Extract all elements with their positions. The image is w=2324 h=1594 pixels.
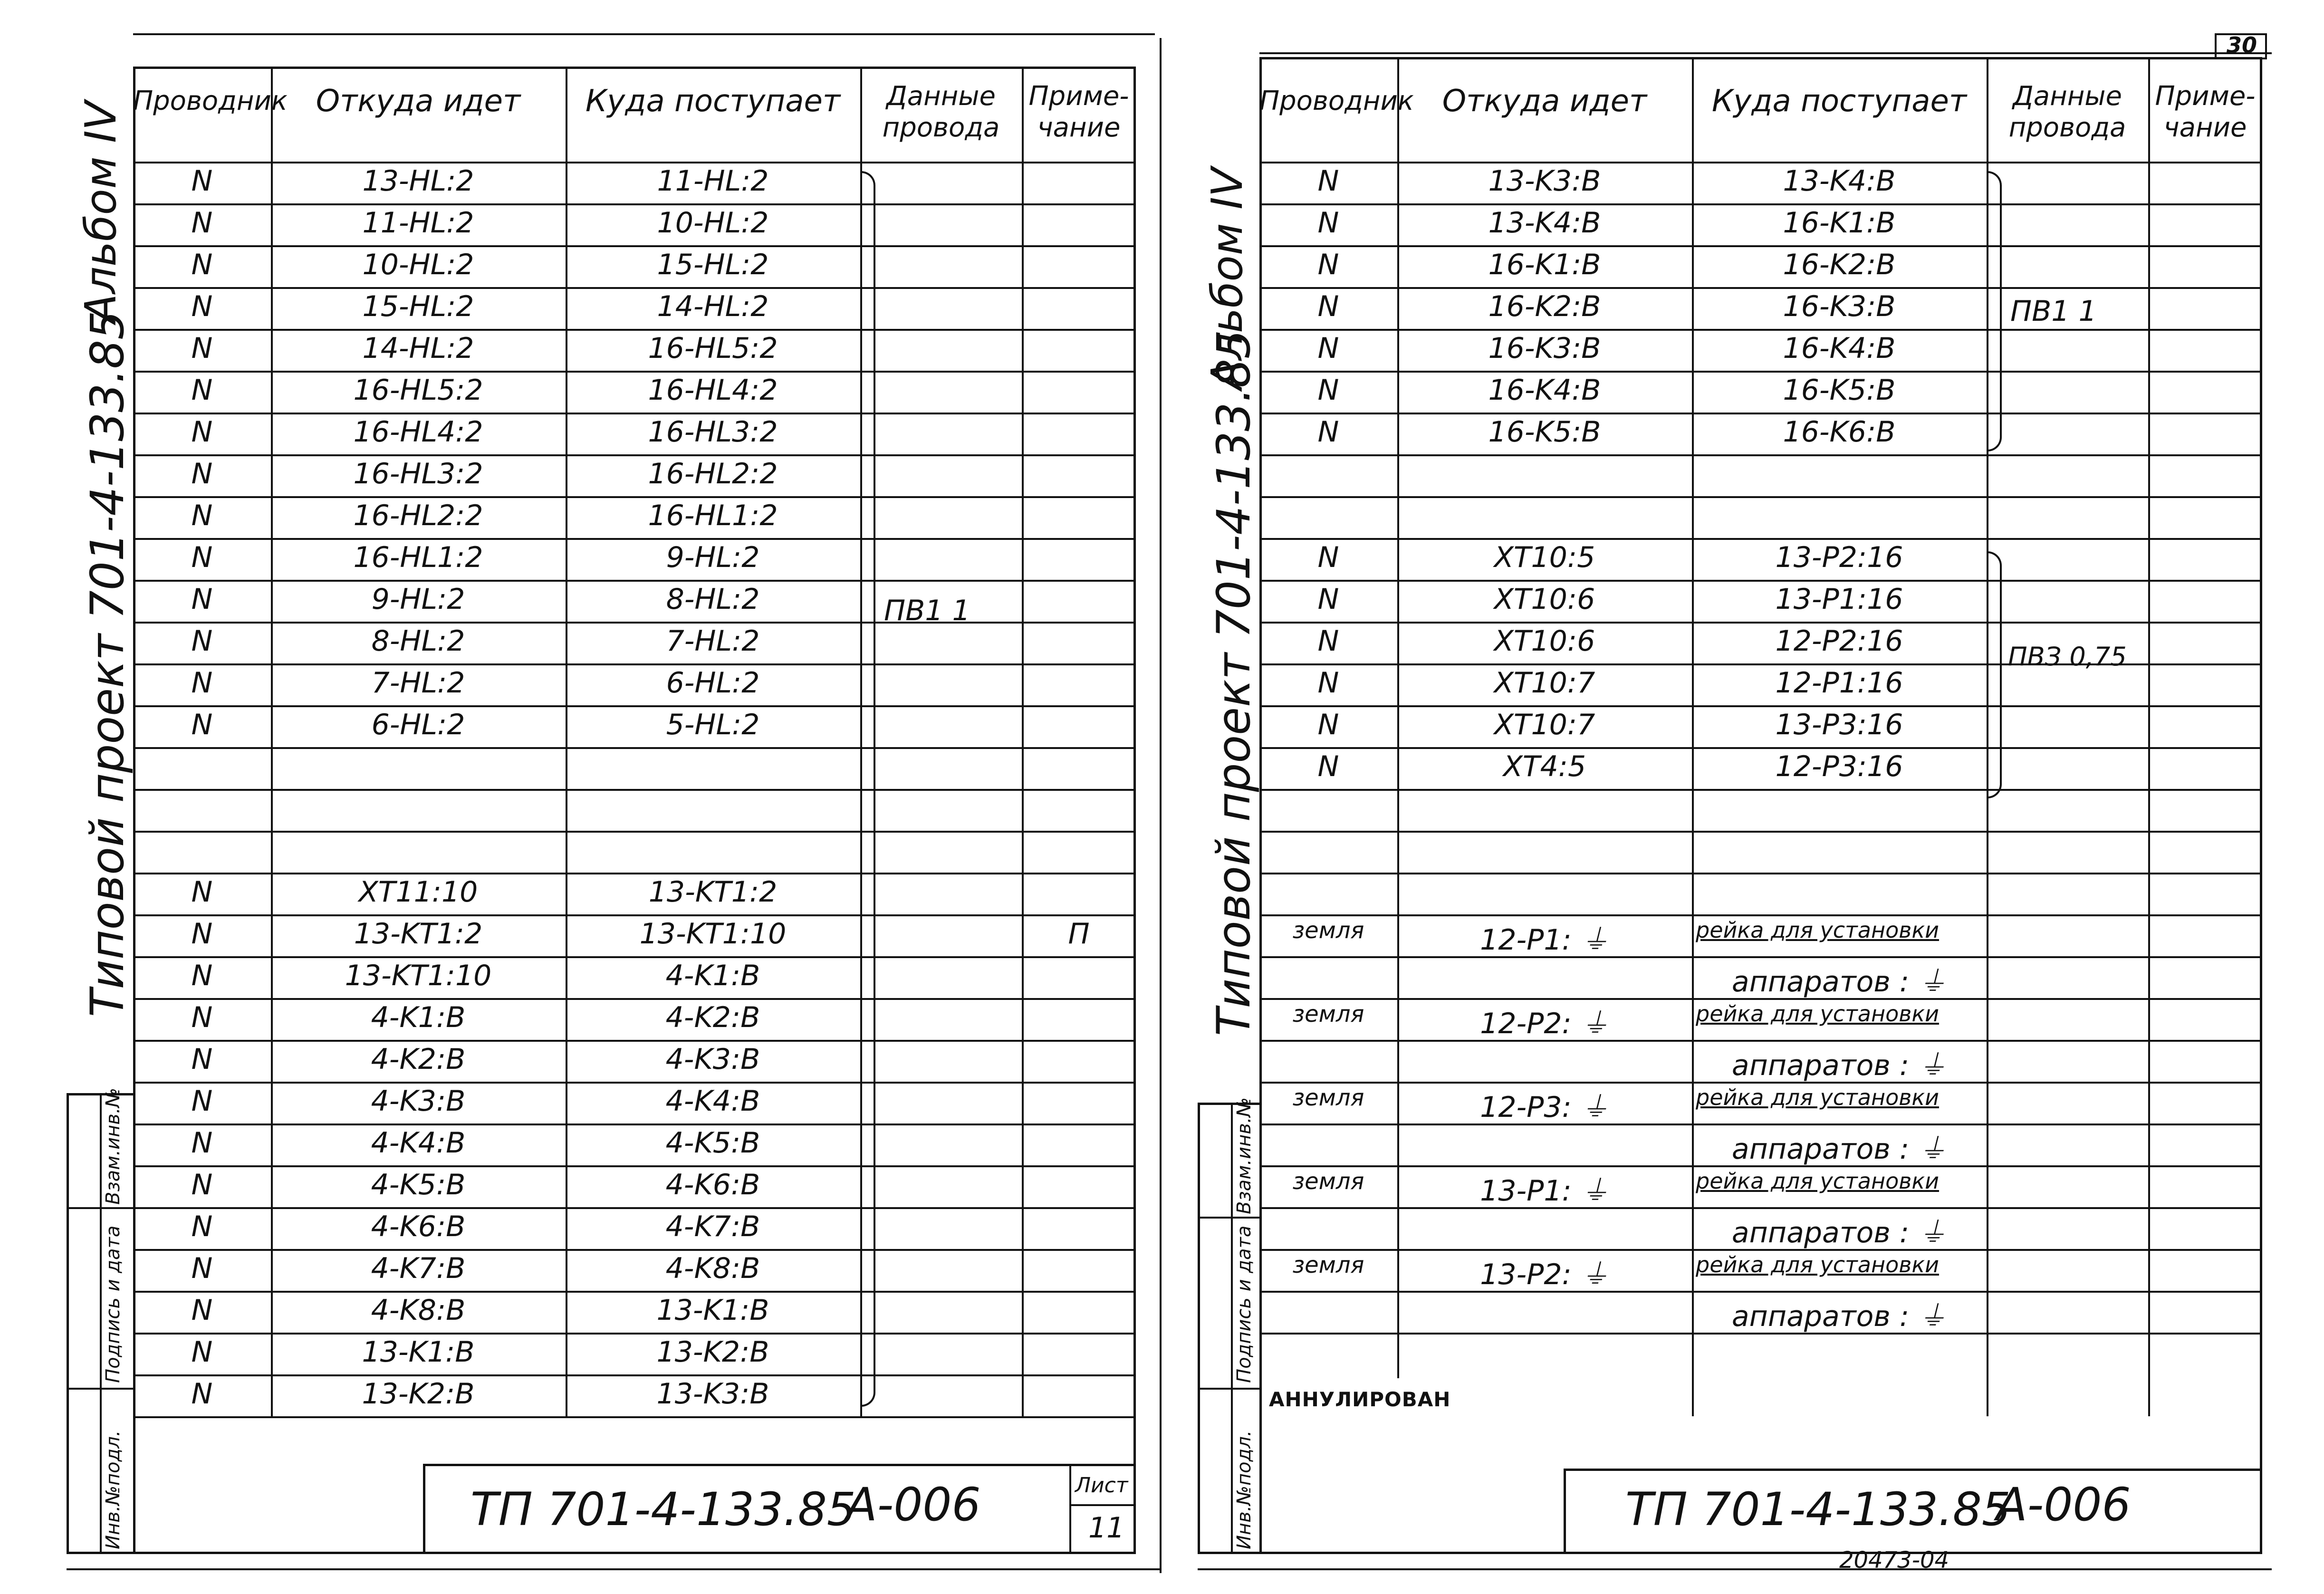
from-cell: 15-HL:2 [362, 290, 474, 323]
to-cell: 6-HL:2 [666, 666, 760, 700]
from-cell: 13-K1:B [362, 1335, 475, 1369]
conductor-cell: земля [1292, 917, 1364, 944]
from-cell: 16-K3:B [1488, 332, 1601, 365]
left-row-line [133, 831, 1136, 833]
from-cell: 4-K5:B [371, 1168, 466, 1201]
to-cell: аппаратов : ⏚ [1731, 1049, 1947, 1082]
right-row-line [1259, 245, 2262, 247]
left-header-note: Приме-чание [1028, 81, 1129, 143]
from-cell: 13-KT1:10 [345, 959, 492, 992]
left-row-line [133, 1249, 1136, 1251]
left-row-line [133, 1207, 1136, 1209]
conductor-cell: N [191, 1043, 213, 1076]
to-cell: 13-P3:16 [1775, 708, 1903, 741]
right-footer-number: 20473-04 [1839, 1547, 1949, 1574]
to-cell: 13-KT1:10 [639, 917, 787, 951]
left-row-line [133, 371, 1136, 373]
to-cell: 13-K2:B [656, 1335, 769, 1369]
from-cell: XT10:5 [1494, 541, 1595, 574]
to-cell: 7-HL:2 [666, 624, 760, 658]
right-side-label-inv: Инв.№подл. [1233, 1430, 1255, 1549]
right-wire-data-2: ПВЗ 0,75 [2008, 642, 2127, 672]
left-sheet-number: 11 [1088, 1511, 1125, 1545]
right-row-line [1259, 747, 2262, 749]
to-cell: 16-HL4:2 [648, 374, 778, 407]
to-cell: рейка для установки [1696, 1168, 1939, 1194]
to-cell: аппаратов : ⏚ [1731, 1300, 1947, 1333]
from-cell: 16-K4:B [1488, 374, 1601, 407]
left-row-line [133, 705, 1136, 707]
conductor-cell: земля [1292, 1168, 1364, 1195]
left-row-line [133, 747, 1136, 749]
from-cell: 16-K2:B [1488, 290, 1601, 323]
conductor-cell: N [1317, 750, 1339, 783]
from-cell: 16-HL4:2 [353, 415, 483, 449]
from-cell: 12-P1: ⏚ [1480, 923, 1609, 957]
right-wire-brace-2 [1988, 551, 2002, 798]
to-cell: 16-K3:B [1783, 290, 1896, 323]
from-cell: 13-P2: ⏚ [1480, 1258, 1609, 1291]
to-cell: рейка для установки [1696, 1001, 1939, 1027]
to-cell: 16-K1:B [1783, 206, 1896, 240]
conductor-cell: земля [1292, 1252, 1364, 1278]
right-row-line [1259, 831, 2262, 833]
conductor-cell: N [191, 583, 213, 616]
conductor-cell: N [191, 541, 213, 574]
right-header-to: Куда поступает [1711, 84, 1967, 119]
conductor-cell: N [191, 206, 213, 240]
conductor-cell: N [1317, 248, 1339, 281]
left-wire-brace [861, 171, 875, 1407]
conductor-cell: земля [1292, 1085, 1364, 1111]
from-cell: 16-HL1:2 [353, 541, 483, 574]
page-center-divider [1160, 38, 1162, 1573]
right-side-stamp-line-1 [1198, 1217, 1259, 1219]
from-cell: 4-K6:B [371, 1210, 466, 1243]
conductor-cell: N [191, 1126, 213, 1160]
left-header-from: Откуда идет [316, 84, 521, 119]
left-stamp-code: ТП 701-4-133.85 [471, 1483, 856, 1536]
left-side-label-sign: Подпись и дата [102, 1225, 124, 1383]
left-row-line [133, 663, 1136, 665]
to-cell: 16-HL3:2 [648, 415, 778, 449]
left-header-conductor: Проводник [133, 86, 288, 116]
conductor-cell: N [191, 415, 213, 449]
left-row-line [133, 287, 1136, 289]
left-row-line [133, 496, 1136, 498]
from-cell: 4-K1:B [371, 1001, 466, 1034]
to-cell: 12-P2:16 [1775, 624, 1903, 658]
to-cell: 8-HL:2 [666, 583, 760, 616]
from-cell: XT10:7 [1494, 708, 1595, 741]
right-row-line [1259, 287, 2262, 289]
to-cell: рейка для установки [1696, 1252, 1939, 1277]
conductor-cell: N [191, 164, 213, 198]
conductor-cell: N [191, 248, 213, 281]
from-cell: 10-HL:2 [362, 248, 474, 281]
left-row-line [133, 1374, 1136, 1376]
left-row-line [133, 1165, 1136, 1167]
conductor-cell: N [191, 875, 213, 909]
to-cell: 16-K5:B [1783, 374, 1896, 407]
right-row-line [1259, 705, 2262, 707]
left-row-line [133, 203, 1136, 205]
conductor-cell: N [191, 708, 213, 741]
left-header-bottom-line [133, 162, 1136, 163]
conductor-cell: N [191, 332, 213, 365]
left-sheet-cell-hline [1069, 1504, 1136, 1506]
note-cell: П [1068, 917, 1090, 951]
from-cell: 11-HL:2 [362, 206, 474, 240]
from-cell: 14-HL:2 [362, 332, 474, 365]
conductor-cell: N [1317, 164, 1339, 198]
left-row-line [133, 580, 1136, 582]
left-row-line [133, 956, 1136, 958]
left-sheet-label: Лист [1075, 1473, 1128, 1498]
from-cell: 13-K4:B [1488, 206, 1601, 240]
conductor-cell: N [191, 290, 213, 323]
from-cell: 8-HL:2 [371, 624, 465, 658]
conductor-cell: N [1317, 206, 1339, 240]
right-row-line [1259, 914, 2262, 916]
to-cell: аппаратов : ⏚ [1731, 965, 1947, 999]
right-header-note: Приме-чание [2155, 81, 2256, 143]
right-side-label-sign: Подпись и дата [1233, 1225, 1255, 1383]
to-cell: 14-HL:2 [657, 290, 769, 323]
to-cell: аппаратов : ⏚ [1731, 1216, 1947, 1249]
right-bottom-edge [1198, 1568, 2272, 1570]
left-col-sep-4 [1022, 67, 1024, 1416]
conductor-cell: N [191, 1210, 213, 1243]
conductor-cell: N [191, 1335, 213, 1369]
from-cell: 13-P1: ⏚ [1480, 1174, 1609, 1208]
from-cell: 4-K3:B [371, 1085, 466, 1118]
from-cell: 16-HL5:2 [353, 374, 483, 407]
conductor-cell: N [191, 1377, 213, 1411]
conductor-cell: N [1317, 415, 1339, 449]
conductor-cell: N [191, 624, 213, 658]
left-header-wire-data: Данные провода [882, 81, 1000, 143]
left-row-line [133, 914, 1136, 916]
right-row-line [1259, 203, 2262, 205]
right-annulled-stamp: АННУЛИРОВАН [1269, 1388, 1451, 1411]
from-cell: 9-HL:2 [371, 583, 465, 616]
left-row-line [133, 538, 1136, 540]
left-row-line [133, 329, 1136, 331]
right-album-label: Альбом IV [1202, 167, 1252, 390]
right-row-line [1259, 371, 2262, 373]
to-cell: 12-P1:16 [1775, 666, 1903, 700]
from-cell: 13-HL:2 [362, 164, 474, 198]
from-cell: 4-K8:B [371, 1294, 466, 1327]
right-wire-brace-1 [1988, 171, 2002, 451]
from-cell: 13-KT1:2 [354, 917, 483, 951]
from-cell: 4-K2:B [371, 1043, 466, 1076]
conductor-cell: N [191, 666, 213, 700]
right-row-line [1259, 873, 2262, 874]
from-cell: 4-K7:B [371, 1252, 466, 1285]
left-row-line [133, 1123, 1136, 1125]
right-project-label: Типовой проект 701-4-133.85 [1207, 329, 1260, 1036]
left-row-line [133, 245, 1136, 247]
to-cell: 4-K2:B [665, 1001, 760, 1034]
conductor-cell: N [191, 457, 213, 490]
right-row-line [1259, 496, 2262, 498]
to-cell: 5-HL:2 [666, 708, 760, 741]
right-side-stamp-divider [1231, 1103, 1233, 1554]
left-project-label: Типовой проект 701-4-133.85 [81, 310, 134, 1017]
right-row-line [1259, 789, 2262, 791]
right-header-conductor: Проводник [1259, 86, 1414, 116]
from-cell: XT10:6 [1494, 583, 1595, 616]
to-cell: 13-P1:16 [1775, 583, 1903, 616]
conductor-cell: N [191, 917, 213, 951]
right-wire-data-1: ПВ1 1 [2010, 295, 2097, 328]
from-cell: 12-P3: ⏚ [1480, 1091, 1609, 1124]
to-cell: 9-HL:2 [666, 541, 760, 574]
conductor-cell: N [191, 1294, 213, 1327]
left-row-line [133, 789, 1136, 791]
right-row-line [1259, 454, 2262, 456]
left-row-line [133, 1040, 1136, 1042]
conductor-cell: N [1317, 374, 1339, 407]
conductor-cell: N [1317, 708, 1339, 741]
from-cell: XT11:10 [358, 875, 478, 909]
conductor-cell: N [1317, 541, 1339, 574]
left-side-label-replace: Взам.инв.№ [102, 1087, 124, 1205]
right-header-from: Откуда идет [1442, 84, 1647, 119]
to-cell: 13-K1:B [656, 1294, 769, 1327]
conductor-cell: земля [1292, 1001, 1364, 1027]
from-cell: 16-HL2:2 [353, 499, 483, 532]
right-header-bottom-line [1259, 162, 2262, 163]
right-row-line [1259, 413, 2262, 414]
right-side-stamp-line-2 [1198, 1388, 1259, 1390]
left-row-line [133, 998, 1136, 1000]
to-cell: 16-HL2:2 [648, 457, 778, 490]
from-cell: XT4:5 [1503, 750, 1586, 783]
to-cell: 4-K4:B [665, 1085, 760, 1118]
to-cell: 12-P3:16 [1775, 750, 1903, 783]
right-row-line [1259, 538, 2262, 540]
conductor-cell: N [191, 374, 213, 407]
left-sheet-cell-line [1069, 1464, 1071, 1554]
from-cell: 16-K1:B [1488, 248, 1601, 281]
right-header-wire-data: Данные провода [2008, 81, 2126, 143]
to-cell: аппаратов : ⏚ [1731, 1133, 1947, 1166]
left-top-edge [133, 33, 1155, 35]
to-cell: 11-HL:2 [657, 164, 769, 198]
left-row-line [133, 1082, 1136, 1084]
to-cell: рейка для установки [1696, 917, 1939, 943]
from-cell: 4-K4:B [371, 1126, 466, 1160]
left-row-line [133, 1291, 1136, 1293]
to-cell: 16-HL5:2 [648, 332, 778, 365]
to-cell: 13-P2:16 [1775, 541, 1903, 574]
to-cell: 15-HL:2 [657, 248, 769, 281]
left-side-stamp-divider [100, 1093, 102, 1554]
from-cell: 16-K5:B [1488, 415, 1601, 449]
from-cell: 12-P2: ⏚ [1480, 1007, 1609, 1040]
conductor-cell: N [1317, 583, 1339, 616]
to-cell: 16-K2:B [1783, 248, 1896, 281]
to-cell: 16-K6:B [1783, 415, 1896, 449]
conductor-cell: N [191, 959, 213, 992]
left-side-label-inv: Инв.№подл. [102, 1430, 124, 1549]
conductor-cell: N [1317, 332, 1339, 365]
conductor-cell: N [191, 1001, 213, 1034]
conductor-cell: N [1317, 624, 1339, 658]
to-cell: 16-HL1:2 [648, 499, 778, 532]
right-row-line [1259, 622, 2262, 624]
left-album-label: Альбом IV [76, 101, 126, 323]
left-bottom-edge [67, 1568, 1160, 1570]
to-cell: 4-K7:B [665, 1210, 760, 1243]
conductor-cell: N [191, 499, 213, 532]
to-cell: 16-K4:B [1783, 332, 1896, 365]
from-cell: 6-HL:2 [371, 708, 465, 741]
left-row-line [133, 1416, 1136, 1418]
from-cell: 16-HL3:2 [353, 457, 483, 490]
left-row-line [133, 873, 1136, 874]
right-top-sheet-number: 30 [2227, 32, 2257, 58]
left-row-line [133, 1333, 1136, 1335]
right-side-label-replace: Взам.инв.№ [1233, 1097, 1255, 1214]
from-cell: 13-K2:B [362, 1377, 475, 1411]
left-header-to: Куда поступает [585, 84, 841, 119]
to-cell: 4-K3:B [665, 1043, 760, 1076]
left-row-line [133, 413, 1136, 414]
to-cell: 13-K3:B [656, 1377, 769, 1411]
conductor-cell: N [191, 1252, 213, 1285]
to-cell: 13-K4:B [1783, 164, 1896, 198]
to-cell: 4-K5:B [665, 1126, 760, 1160]
from-cell: 7-HL:2 [371, 666, 465, 700]
conductor-cell: N [1317, 666, 1339, 700]
to-cell: 13-KT1:2 [648, 875, 778, 909]
to-cell: 10-HL:2 [657, 206, 769, 240]
conductor-cell: N [191, 1085, 213, 1118]
from-cell: 13-K3:B [1488, 164, 1601, 198]
right-row-line [1259, 329, 2262, 331]
to-cell: 4-K6:B [665, 1168, 760, 1201]
to-cell: 4-K8:B [665, 1252, 760, 1285]
to-cell: 4-K1:B [665, 959, 760, 992]
right-row-line [1259, 580, 2262, 582]
right-stamp-doc: А-006 [1996, 1478, 2131, 1531]
conductor-cell: N [1317, 290, 1339, 323]
left-wire-data: ПВ1 1 [884, 594, 970, 627]
right-stamp-code: ТП 701-4-133.85 [1625, 1483, 2011, 1536]
to-cell: рейка для установки [1696, 1085, 1939, 1110]
conductor-cell: N [191, 1168, 213, 1201]
left-row-line [133, 454, 1136, 456]
left-stamp-doc: А-006 [846, 1478, 981, 1531]
from-cell: XT10:6 [1494, 624, 1595, 658]
from-cell: XT10:7 [1494, 666, 1595, 700]
right-col-sep-4 [2148, 57, 2150, 1416]
right-top-edge [1259, 52, 2272, 54]
